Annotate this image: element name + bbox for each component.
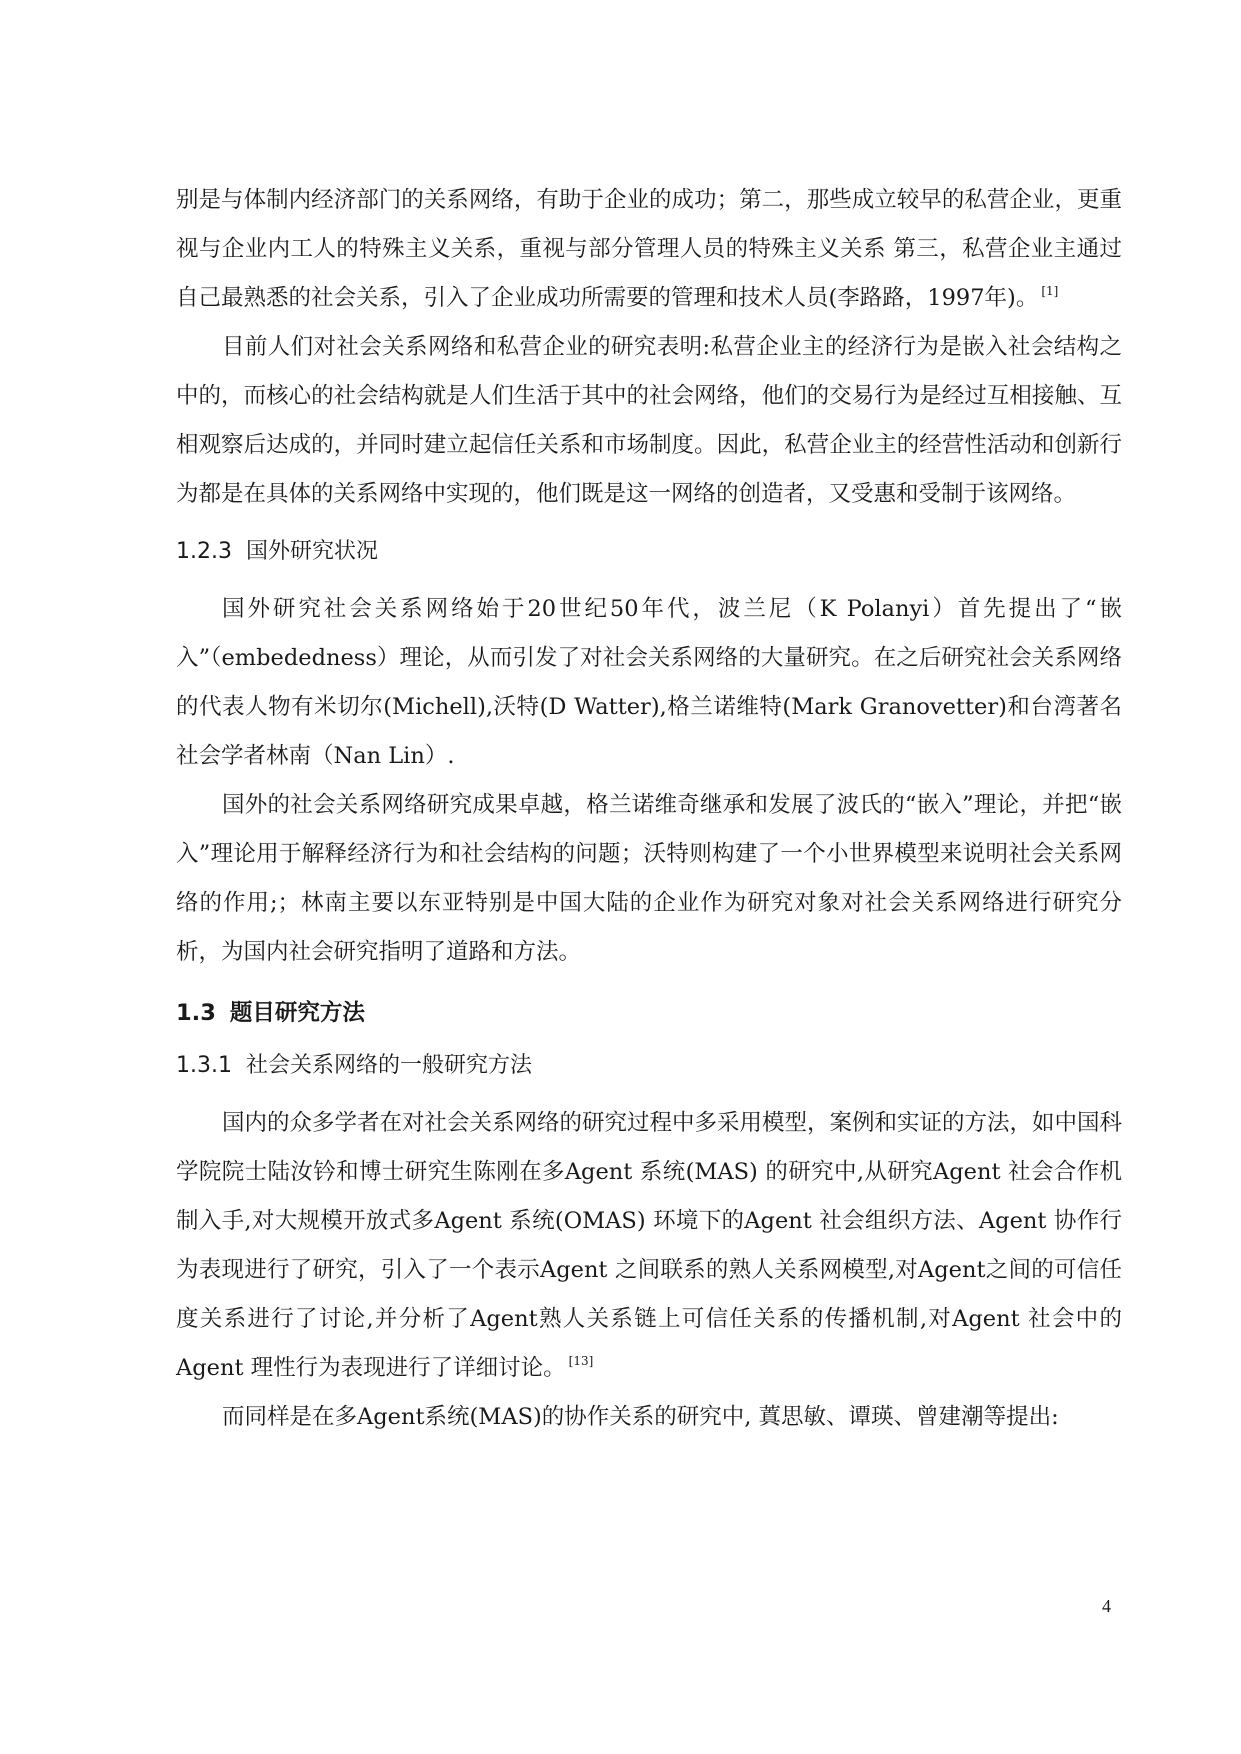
heading-title: 题目研究方法: [229, 1000, 365, 1026]
heading-title: 国外研究状况: [245, 539, 378, 564]
heading-1-2-3: [176, 532, 1122, 572]
heading-number: 1.3.1: [176, 1053, 232, 1078]
page-number: 4: [1102, 1596, 1111, 1616]
heading-number: 1.2.3: [176, 539, 232, 564]
paragraph-text: 别是与体制内经济部门的关系网络，有助于企业的成功；第二，那些成立较早的私营企业，更重视与企业内工人的特殊主义关系，重视与部分管理人员的特殊主义关系 第三，私营企业主通过自己最熟悉的社会关系，引入了企业成功所需要的管理和技术人员(李路路，1997年)。: [176, 187, 1122, 311]
paragraph-text: 国内的众多学者在对社会关系网络的研究过程中多采用模型，案例和实证的方法，如中国科学院院士陆汝钤和博士研究生陈刚在多Agent 系统(MAS) 的研究中,从研究Agent 社会合作机制入手,对大规模开放式多Agent 系统(OMAS) 环境下的Agent 社会组织方法、Agent 协作行为表现进行了研究，引入了一个表示Agent 之间联系的熟人关系网模型,对Agent之间的可信任度关系进行了讨论,并分析了Agent熟人关系链上可信任关系的传播机制,对Agent 社会中的Agent 理性行为表现进行了详细讨论。: [176, 1110, 1123, 1381]
page-body: [176, 176, 1122, 1442]
paragraph-foreign-research-results: 国外的社会关系网络研究成果卓越，格兰诺维奇继承和发展了波氏的“嵌入”理论，并把“嵌入”理论用于解释经济行为和社会结构的问题；沃特则构建了一个小世界模型来说明社会关系网络的作用;；林南主要以东亚特别是中国大陆的企业作为研究对象对社会关系网络进行研究分析，为国内社会研究指明了道路和方法。: [176, 792, 1122, 965]
heading-title: 社会关系网络的一般研究方法: [245, 1053, 532, 1078]
citation-ref: [13]: [568, 1354, 594, 1368]
paragraph-foreign-research-origin: 国外研究社会关系网络始于20世纪50年代，波兰尼（K Polanyi）首先提出了“嵌入”（embededness）理论，从而引发了对社会关系网络的大量研究。在之后研究社会关系网络的代表人物有米切尔(Michell),沃特(D Watter),格兰诺维特(Mark Granovetter)和台湾著名社会学者林南（Nan Lin）.: [176, 596, 1122, 769]
heading-1-3: [176, 993, 1122, 1033]
paragraph-mas-collaboration: 而同样是在多Agent系统(MAS)的协作关系的研究中, 蒖思敏、谭瑛、曾建潮等提出:: [222, 1404, 1059, 1430]
heading-1-3-1: [176, 1046, 1122, 1086]
paragraph-embeddedness-summary: 目前人们对社会关系网络和私营企业的研究表明:私营企业主的经济行为是嵌入社会结构之中的，而核心的社会结构就是人们生活于其中的社会网络，他们的交易行为是经过互相接触、互相观察后达成的，并同时建立起信任关系和市场制度。因此，私营企业主的经营性活动和创新行为都是在具体的关系网络中实现的，他们既是这一网络的创造者，又受惠和受制于该网络。: [176, 334, 1122, 507]
paragraph-domestic-mas-research: [176, 1099, 1122, 1393]
paragraph-private-enterprise-findings: [176, 176, 1122, 323]
heading-number: 1.3: [176, 1000, 216, 1026]
citation-ref: [1]: [1041, 284, 1059, 298]
